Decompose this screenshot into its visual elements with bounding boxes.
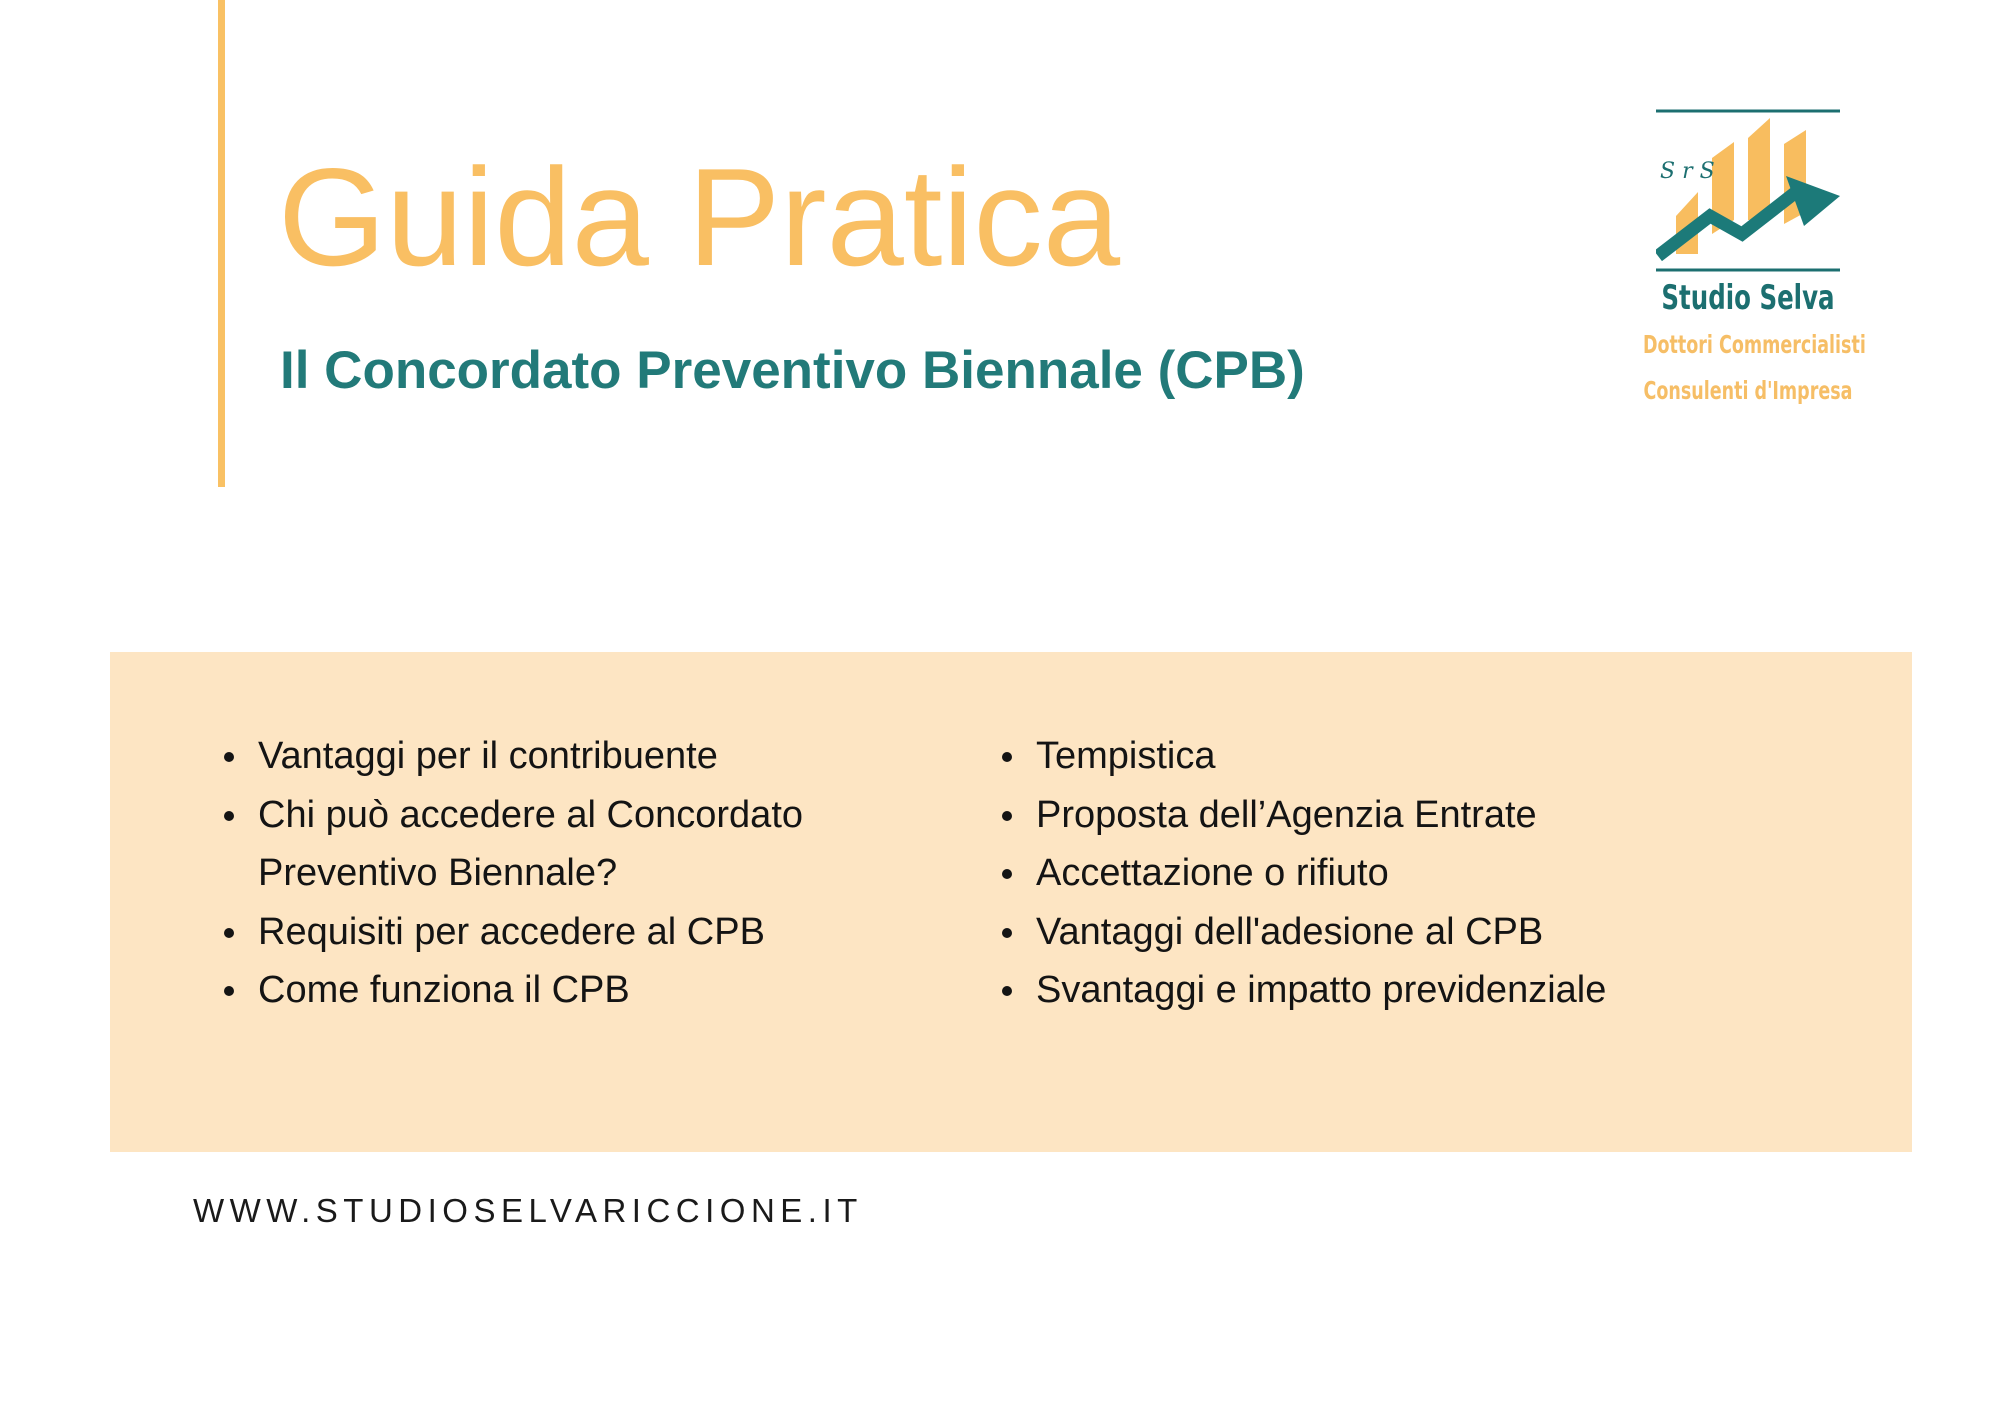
topic-item: Accettazione o rifiuto xyxy=(998,844,1778,903)
logo-chart-icon xyxy=(1656,108,1840,274)
topic-item: Proposta dell’Agenzia Entrate xyxy=(998,786,1778,845)
studio-logo xyxy=(1618,108,1878,414)
topics-list-right xyxy=(998,727,1778,1020)
page-subtitle: Il Concordato Preventivo Biennale (CPB) xyxy=(280,341,1305,400)
page-title: Guida Pratica xyxy=(278,140,1121,295)
logo-tagline-1: Dottori Commercialisti xyxy=(1643,330,1866,359)
logo-monogram: S r S xyxy=(1660,159,1715,184)
topic-item: Vantaggi per il contribuente xyxy=(220,727,910,786)
topic-item: Requisiti per accedere al CPB xyxy=(220,903,910,962)
topic-item: Svantaggi e impatto previdenziale xyxy=(998,961,1778,1020)
logo-name: Studio Selva xyxy=(1661,278,1835,318)
website-link[interactable]: WWW.STUDIOSELVARICCIONE.IT xyxy=(193,1192,863,1229)
accent-vertical-bar xyxy=(218,0,225,487)
topic-item: Chi può accedere al Concordato Preventivo Biennale? xyxy=(220,786,910,903)
topic-item: Come funziona il CPB xyxy=(220,961,910,1020)
topic-item: Tempistica xyxy=(998,727,1778,786)
logo-tagline-2: Consulenti d'Impresa xyxy=(1643,376,1853,405)
topics-list-left xyxy=(220,727,910,1020)
topics-panel xyxy=(110,652,1912,1152)
topic-item: Vantaggi dell'adesione al CPB xyxy=(998,903,1778,962)
